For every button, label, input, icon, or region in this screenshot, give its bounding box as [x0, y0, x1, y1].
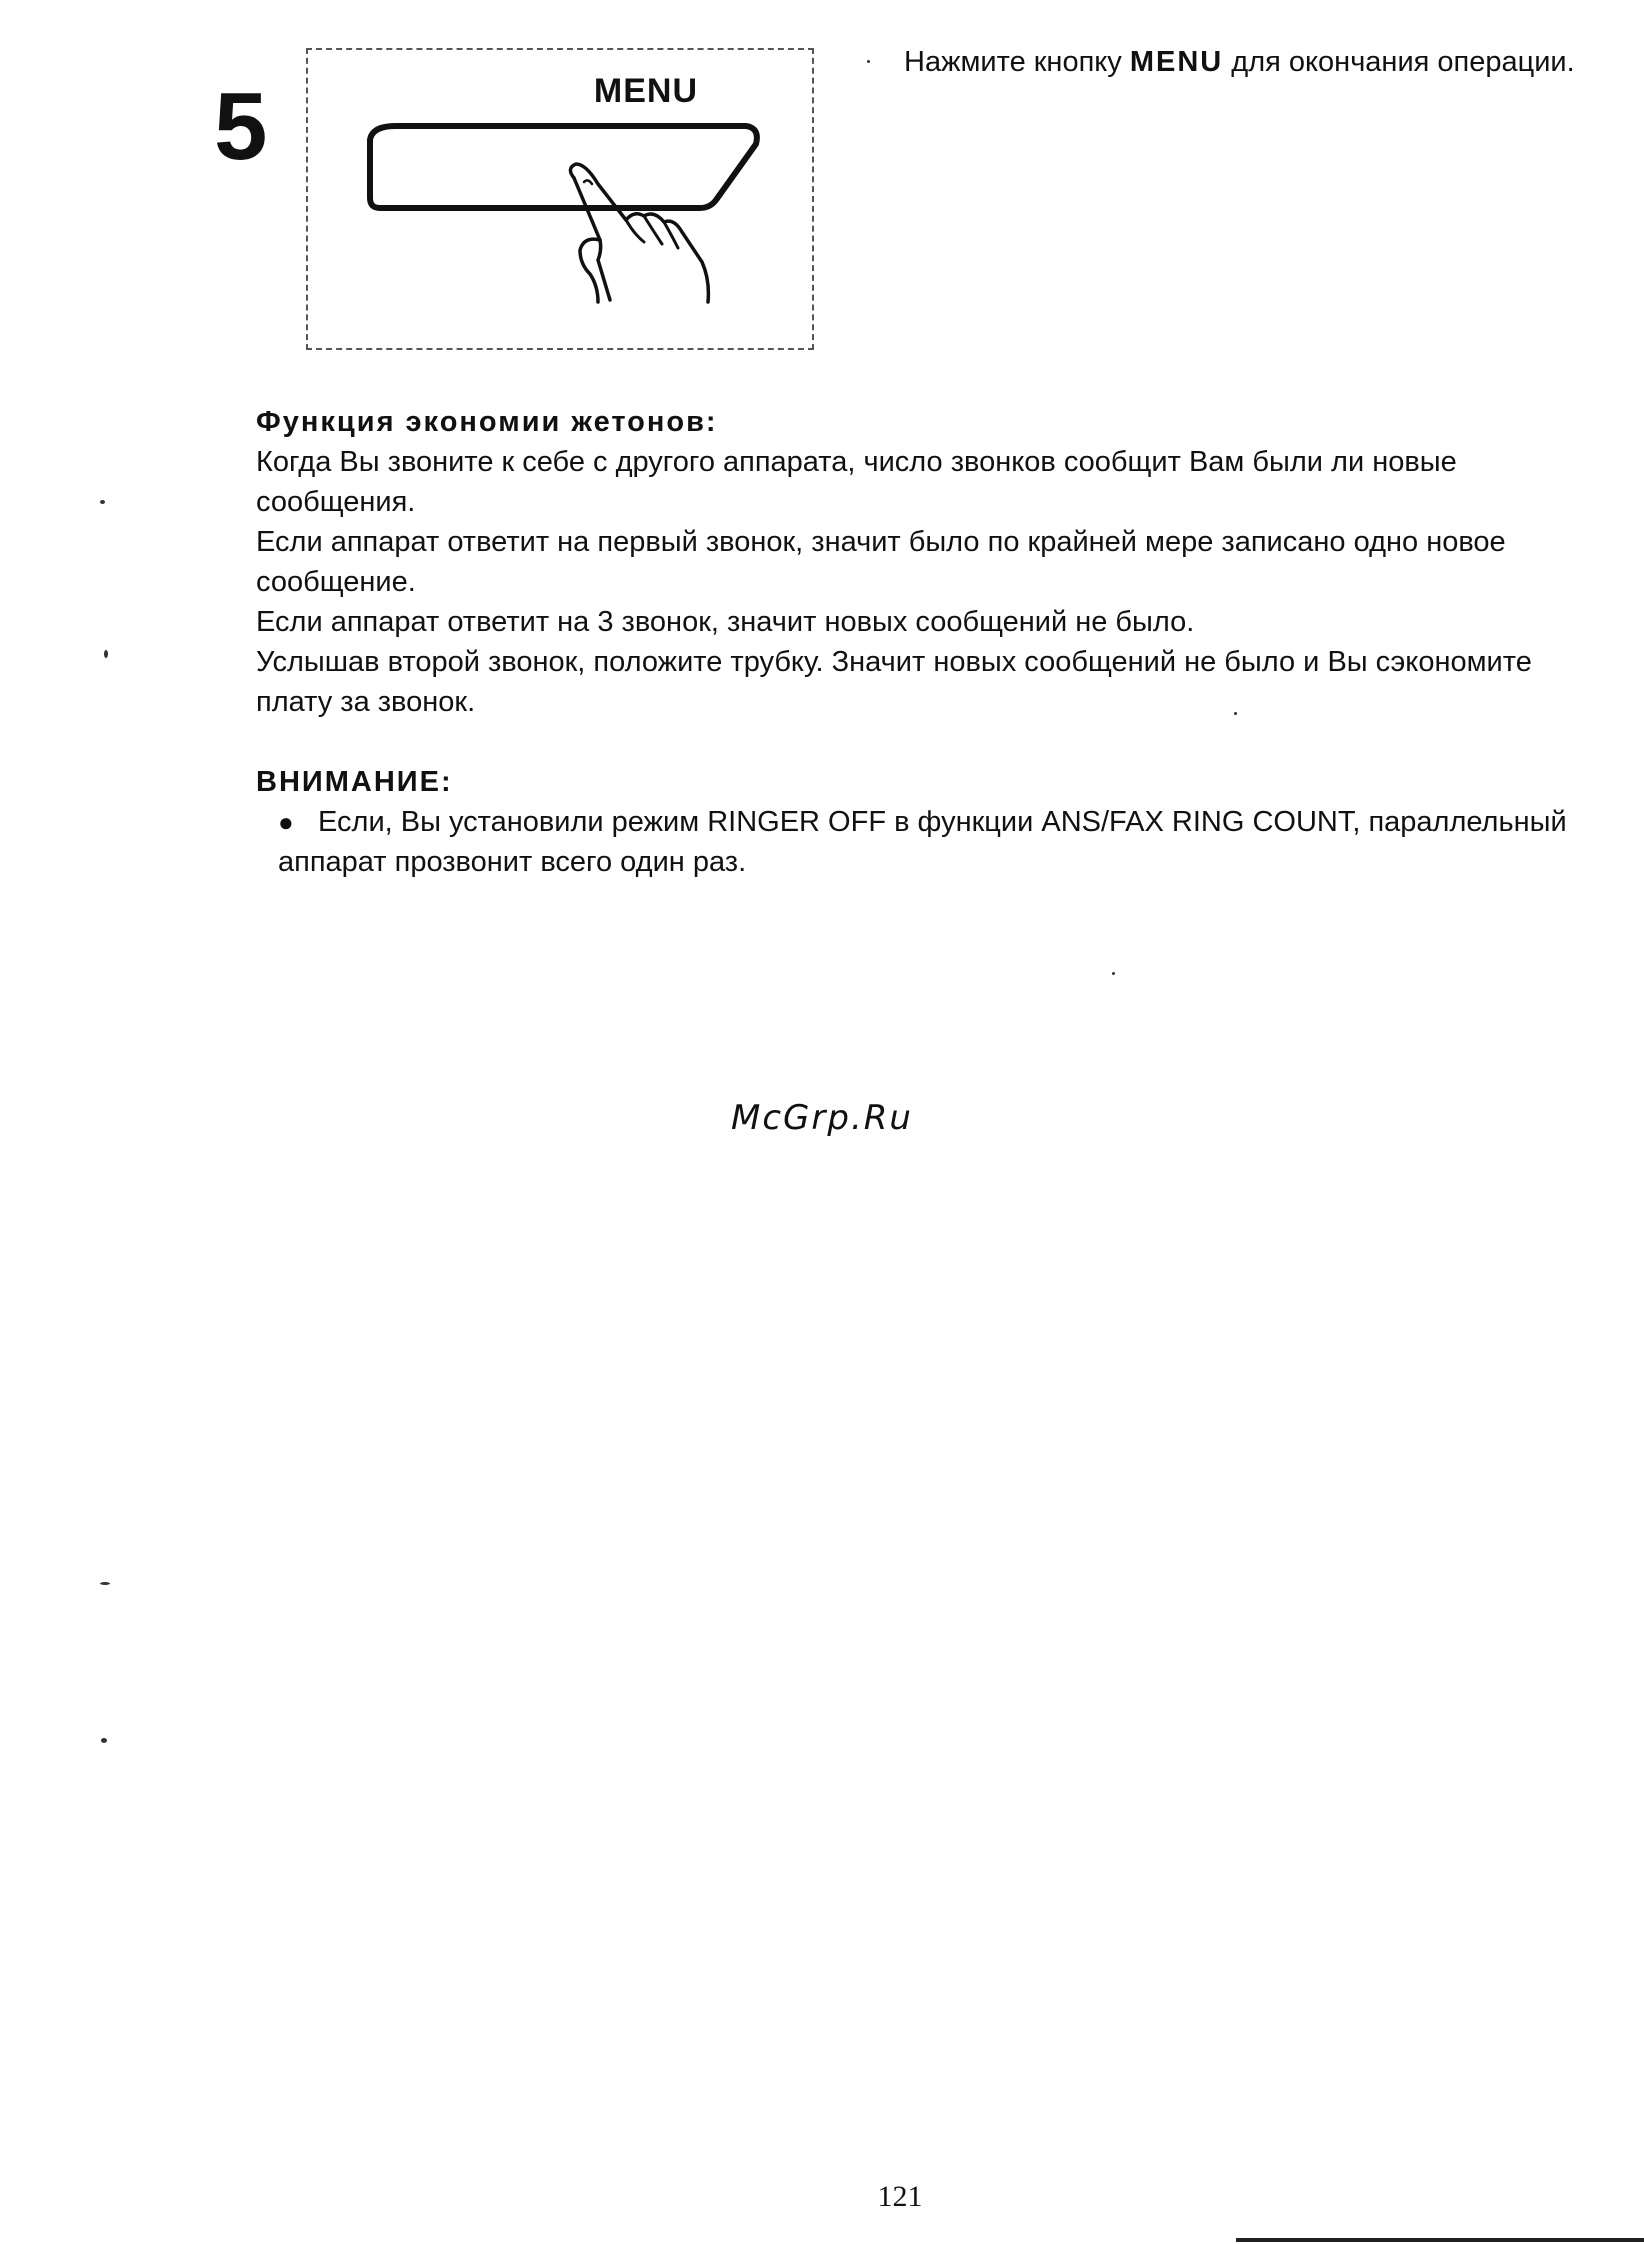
- scan-speck: [104, 650, 108, 658]
- scan-speck: [101, 1738, 107, 1743]
- instruction-text-after: для окончания операции.: [1223, 46, 1575, 78]
- saver-paragraph: Если аппарат ответит на первый звонок, значит было по крайней мере записано одно новое сообщение.: [256, 526, 1506, 598]
- menu-button-label: MENU: [593, 72, 698, 110]
- scan-speck: [100, 500, 105, 504]
- saver-heading: Функция экономии жетонов:: [256, 406, 718, 438]
- note-item: [278, 802, 1578, 882]
- saver-paragraph: Если аппарат ответит на 3 звонок, значит новых сообщений не было.: [256, 606, 1195, 638]
- note-text: Если, Вы установили режим RINGER OFF в функции ANS/FAX RING COUNT, параллельный аппарат прозвонит всего один раз.: [278, 806, 1567, 878]
- scan-speck: [100, 1582, 110, 1585]
- bottom-rule: [1236, 2238, 1644, 2242]
- step-instruction: [904, 42, 1604, 82]
- finger-pressing-button-icon: [308, 50, 816, 352]
- bullet-icon: ●: [278, 807, 294, 837]
- saver-paragraph: Когда Вы звоните к себе с другого аппарата, число звонков сообщит Вам были ли новые сообщения.: [256, 446, 1457, 518]
- scan-speck: [1234, 712, 1237, 715]
- scan-speck: [1112, 972, 1115, 975]
- saver-paragraph: Услышав второй звонок, положите трубку. Значит новых сообщений не было и Вы сэкономите плату за звонок.: [256, 646, 1532, 718]
- step-number: 5: [214, 73, 268, 180]
- instruction-text-before: Нажмите кнопку: [904, 46, 1130, 78]
- menu-button-illustration: [306, 48, 814, 350]
- page-number: 121: [877, 2180, 923, 2213]
- note-heading: ВНИМАНИЕ:: [256, 766, 453, 798]
- scan-speck: [867, 60, 870, 63]
- instruction-menu-key: MENU: [1129, 46, 1224, 78]
- watermark: McGrp.Ru: [731, 1098, 913, 1138]
- saver-body: [256, 442, 1586, 722]
